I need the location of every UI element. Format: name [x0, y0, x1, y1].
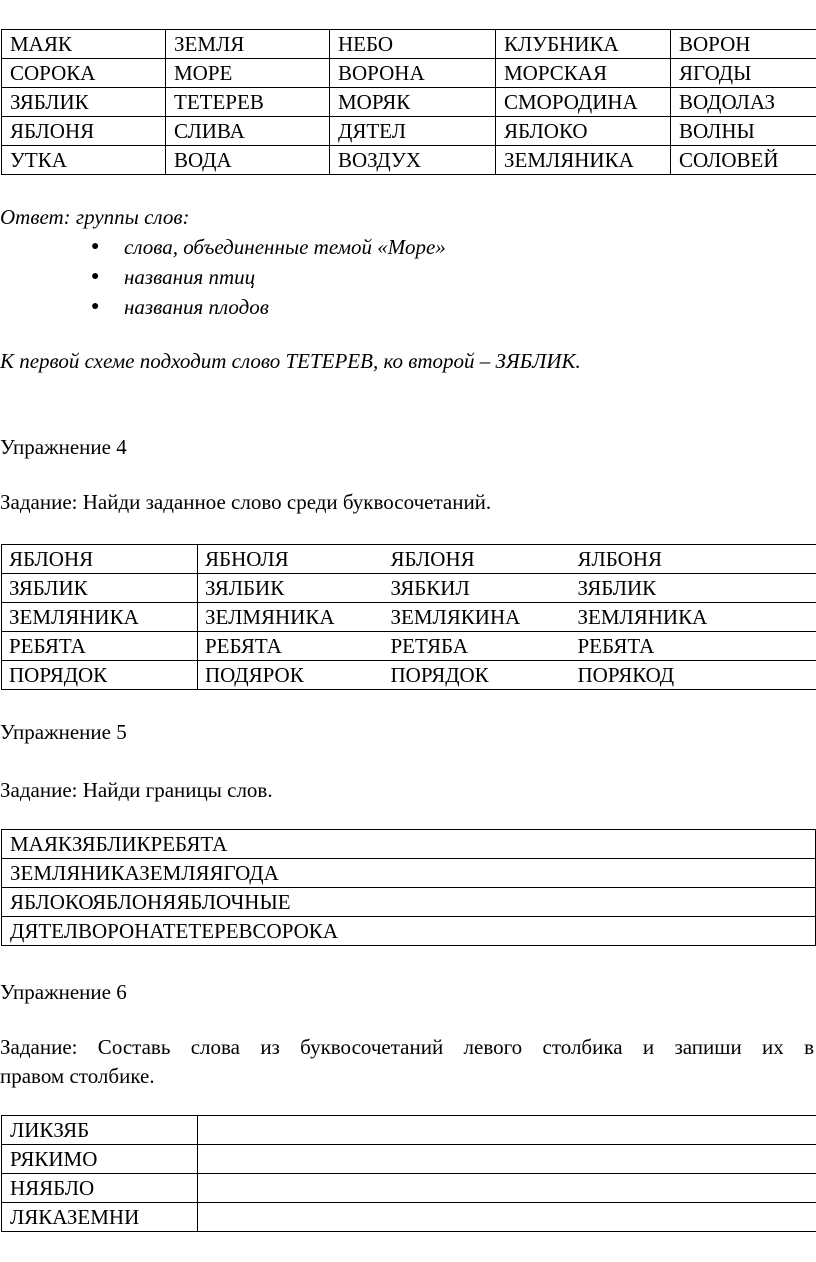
exercise-5-table	[1, 829, 816, 946]
table-cell: МОРЯК	[330, 88, 496, 117]
table-cell: МАЯКЗЯБЛИКРЕБЯТА	[2, 830, 816, 859]
table-cell: ЗЯБЛИК	[571, 574, 816, 603]
answer-heading: Ответ: группы слов:	[0, 205, 190, 229]
table-cell: ЯБЛОКОЯБЛОНЯЯБЛОЧНЫЕ	[2, 888, 816, 917]
table-cell: ВОЗДУХ	[330, 146, 496, 175]
table-cell: ЯБЛОКО	[496, 117, 671, 146]
answer-cell[interactable]	[198, 1145, 816, 1174]
table-cell: НЕБО	[330, 30, 496, 59]
answer-conclusion: К первой схеме подходит слово ТЕТЕРЕВ, ко второй – ЗЯБЛИК.	[0, 349, 581, 373]
table-cell: ЗЯБЛИК	[2, 88, 166, 117]
table-cell: ВОЛНЫ	[671, 117, 816, 146]
table-cell: ВОДА	[166, 146, 330, 175]
table-cell: МОРСКАЯ	[496, 59, 671, 88]
table-row	[2, 1203, 816, 1232]
table-cell: ЯБНОЛЯ	[198, 545, 384, 574]
table-row	[2, 1174, 816, 1203]
table-row	[2, 574, 816, 603]
exercise-6-task-line-1: Задание: Составь слова из буквосочетаний левого столбика и запиши их в	[0, 1035, 814, 1059]
exercise-6-title: Упражнение 6	[0, 980, 127, 1004]
table-cell: УТКА	[2, 146, 166, 175]
table-cell: ЛИКЗЯБ	[2, 1116, 198, 1145]
table-cell: ЗЕМЛЯНИКА	[2, 603, 198, 632]
table-cell: ЯЛБОНЯ	[571, 545, 816, 574]
table-cell: ЗЕМЛЯНИКА	[496, 146, 671, 175]
table-row	[2, 830, 816, 859]
exercise-6-task-line-2: правом столбике.	[0, 1064, 155, 1088]
table-cell: МАЯК	[2, 30, 166, 59]
table-cell: НЯЯБЛО	[2, 1174, 198, 1203]
table-cell: МОРЕ	[166, 59, 330, 88]
table-cell: ЗЕМЛЯ	[166, 30, 330, 59]
answer-item: названия птиц	[124, 265, 256, 289]
table-cell: РЕТЯБА	[384, 632, 571, 661]
table-row	[2, 661, 816, 690]
table-cell: РЕБЯТА	[2, 632, 198, 661]
exercise-6-table	[1, 1115, 816, 1232]
answer-item: названия плодов	[124, 295, 269, 319]
bullet-icon: ●	[91, 269, 100, 284]
table-cell: СМОРОДИНА	[496, 88, 671, 117]
table-row	[2, 632, 816, 661]
table-row	[2, 603, 816, 632]
table-cell: СОЛОВЕЙ	[671, 146, 816, 175]
table-row	[2, 1145, 816, 1174]
exercise-5-title: Упражнение 5	[0, 720, 127, 744]
exercise-4-table	[1, 544, 816, 690]
table-row	[2, 59, 816, 88]
table-cell: КЛУБНИКА	[496, 30, 671, 59]
table-row	[2, 88, 816, 117]
table-cell: ЯБЛОНЯ	[2, 117, 166, 146]
table-cell: ЯБЛОНЯ	[384, 545, 571, 574]
table-cell: ПОРЯКОД	[571, 661, 816, 690]
table-cell: ЛЯКАЗЕМНИ	[2, 1203, 198, 1232]
table-row	[2, 888, 816, 917]
table-cell: ДЯТЕЛ	[330, 117, 496, 146]
table-cell: ТЕТЕРЕВ	[166, 88, 330, 117]
answer-item: слова, объединенные темой «Море»	[124, 235, 446, 259]
exercise-5-task: Задание: Найди границы слов.	[0, 778, 273, 802]
table-row	[2, 1116, 816, 1145]
table-cell: ВОДОЛАЗ	[671, 88, 816, 117]
table-cell: ДЯТЕЛВОРОНАТЕТЕРЕВСОРОКА	[2, 917, 816, 946]
bullet-icon: ●	[91, 239, 100, 254]
answer-cell[interactable]	[198, 1116, 816, 1145]
table-cell: ЗЕМЛЯКИНА	[384, 603, 571, 632]
table-cell: ЗЕЛМЯНИКА	[198, 603, 384, 632]
table-cell: РЕБЯТА	[571, 632, 816, 661]
table-cell: ЗЯБКИЛ	[384, 574, 571, 603]
table-cell: РЕБЯТА	[198, 632, 384, 661]
exercise-4-task: Задание: Найди заданное слово среди буквосочетаний.	[0, 490, 492, 514]
answer-cell[interactable]	[198, 1203, 816, 1232]
table-cell: СЛИВА	[166, 117, 330, 146]
table-cell: СОРОКА	[2, 59, 166, 88]
table-cell: ЗЕМЛЯНИКА	[571, 603, 816, 632]
table-cell: ЗЯБЛИК	[2, 574, 198, 603]
table-row	[2, 30, 816, 59]
table-cell: ЯБЛОНЯ	[2, 545, 198, 574]
table-cell: ЗЕМЛЯНИКАЗЕМЛЯЯГОДА	[2, 859, 816, 888]
table-row	[2, 859, 816, 888]
bullet-icon: ●	[91, 299, 100, 314]
table-row	[2, 545, 816, 574]
table-row	[2, 146, 816, 175]
table-row	[2, 917, 816, 946]
table-cell: ЗЯЛБИК	[198, 574, 384, 603]
answer-cell[interactable]	[198, 1174, 816, 1203]
table-cell: ЯГОДЫ	[671, 59, 816, 88]
table-cell: ПОРЯДОК	[2, 661, 198, 690]
table-row	[2, 117, 816, 146]
word-grid-table	[1, 29, 816, 175]
table-cell: РЯКИМО	[2, 1145, 198, 1174]
table-cell: ПОДЯРОК	[198, 661, 384, 690]
table-cell: ВОРОН	[671, 30, 816, 59]
exercise-4-title: Упражнение 4	[0, 435, 127, 459]
table-cell: ПОРЯДОК	[384, 661, 571, 690]
table-cell: ВОРОНА	[330, 59, 496, 88]
